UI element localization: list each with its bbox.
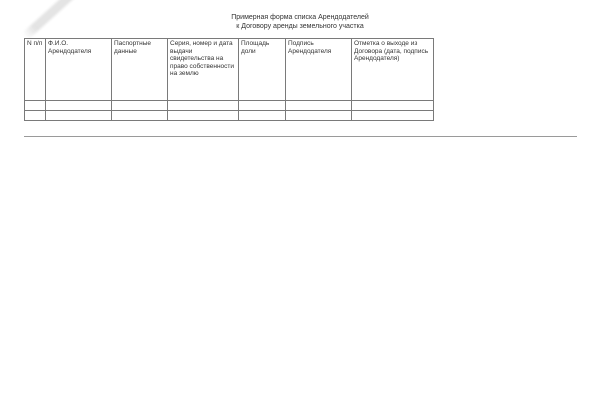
table-cell: [168, 111, 239, 121]
table-cell: [112, 101, 168, 111]
column-header-signature: Подпись Арендодателя: [286, 39, 352, 101]
column-header-num: N п/п: [25, 39, 46, 101]
watermark-mark: [22, 0, 95, 40]
table-row: [25, 101, 434, 111]
column-header-fio: Ф.И.О. Арендодателя: [46, 39, 112, 101]
table-cell: [239, 101, 286, 111]
table-cell: [112, 111, 168, 121]
table-cell: [286, 101, 352, 111]
table-cell: [168, 101, 239, 111]
table-header-row: [25, 39, 434, 101]
table-row: [25, 111, 434, 121]
table-cell: [286, 111, 352, 121]
table-cell: [352, 111, 434, 121]
table-cell: [25, 101, 46, 111]
title-line-1: Примерная форма списка Арендодателей: [231, 14, 369, 21]
column-header-share: Площадь доли: [239, 39, 286, 101]
column-header-certificate: Серия, номер и дата выдачи свидетельства на право собственности на землю: [168, 39, 239, 101]
table-cell: [46, 101, 112, 111]
column-header-exit-mark: Отметка о выходе из Договора (дата, подпись Арендодателя): [352, 39, 434, 101]
horizontal-rule: [24, 136, 577, 137]
landlords-table: [24, 38, 434, 121]
table-cell: [46, 111, 112, 121]
document-title: [180, 13, 420, 31]
column-header-passport: Паспортные данные: [112, 39, 168, 101]
table-cell: [352, 101, 434, 111]
table-cell: [25, 111, 46, 121]
table-cell: [239, 111, 286, 121]
title-line-2: к Договору аренды земельного участка: [236, 23, 364, 30]
